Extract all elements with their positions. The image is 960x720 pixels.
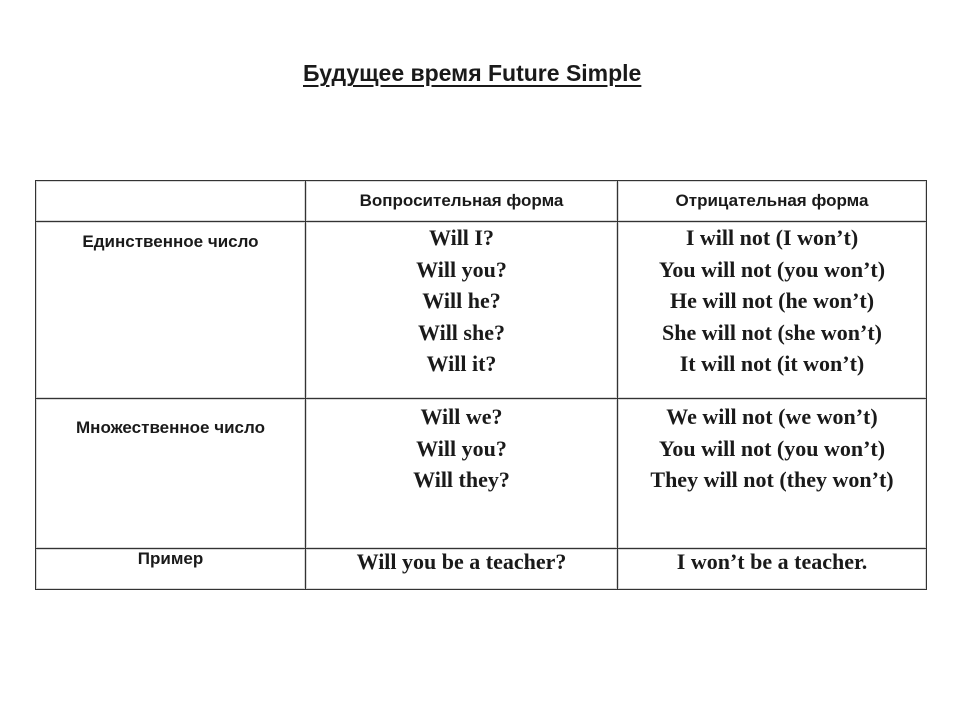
future-simple-table: [35, 180, 927, 590]
table-row-singular: [36, 222, 927, 399]
example-interrogative-cell: Will you be a teacher?: [306, 549, 618, 590]
page-title: Будущее время Future Simple: [303, 60, 642, 86]
list-item: Will you?: [416, 435, 507, 461]
row-label-example: Пример: [36, 549, 306, 590]
table-row-example: [36, 549, 927, 590]
list-item: Will he?: [422, 288, 501, 313]
list-item: You will not (you won’t): [658, 256, 886, 282]
list-item: Will it?: [426, 351, 497, 376]
list-item: Will they?: [413, 467, 510, 492]
list-item: He will not (he won’t): [669, 288, 875, 313]
list-item: Will you?: [416, 256, 507, 282]
list-item: Will we?: [420, 404, 503, 429]
list-item: They will not (they won’t): [650, 467, 894, 492]
list-item: She will not (she won’t): [661, 319, 882, 345]
list-item: I will not (I won’t): [685, 225, 859, 250]
plural-interrogative-cell: [306, 399, 618, 549]
plural-negative-cell: [618, 399, 927, 549]
list-item: It will not (it won’t): [679, 351, 865, 376]
list-item: Will I?: [428, 225, 494, 250]
singular-interrogative-cell: [306, 222, 618, 399]
singular-negative-cell: [618, 222, 927, 399]
table-header-row: [36, 181, 927, 222]
list-item: Will she?: [417, 319, 505, 345]
row-label-plural: Множественное число: [36, 399, 306, 549]
header-corner-cell: [36, 181, 306, 222]
example-negative-cell: I won’t be a teacher.: [618, 549, 927, 590]
header-negative-form: Отрицательная форма: [618, 181, 927, 222]
list-item: We will not (we won’t): [666, 404, 878, 429]
header-interrogative-form: Вопросительная форма: [306, 181, 618, 222]
row-label-singular: Единственное число: [36, 222, 306, 399]
list-item: You will not (you won’t): [658, 435, 886, 461]
table-row-plural: [36, 399, 927, 549]
